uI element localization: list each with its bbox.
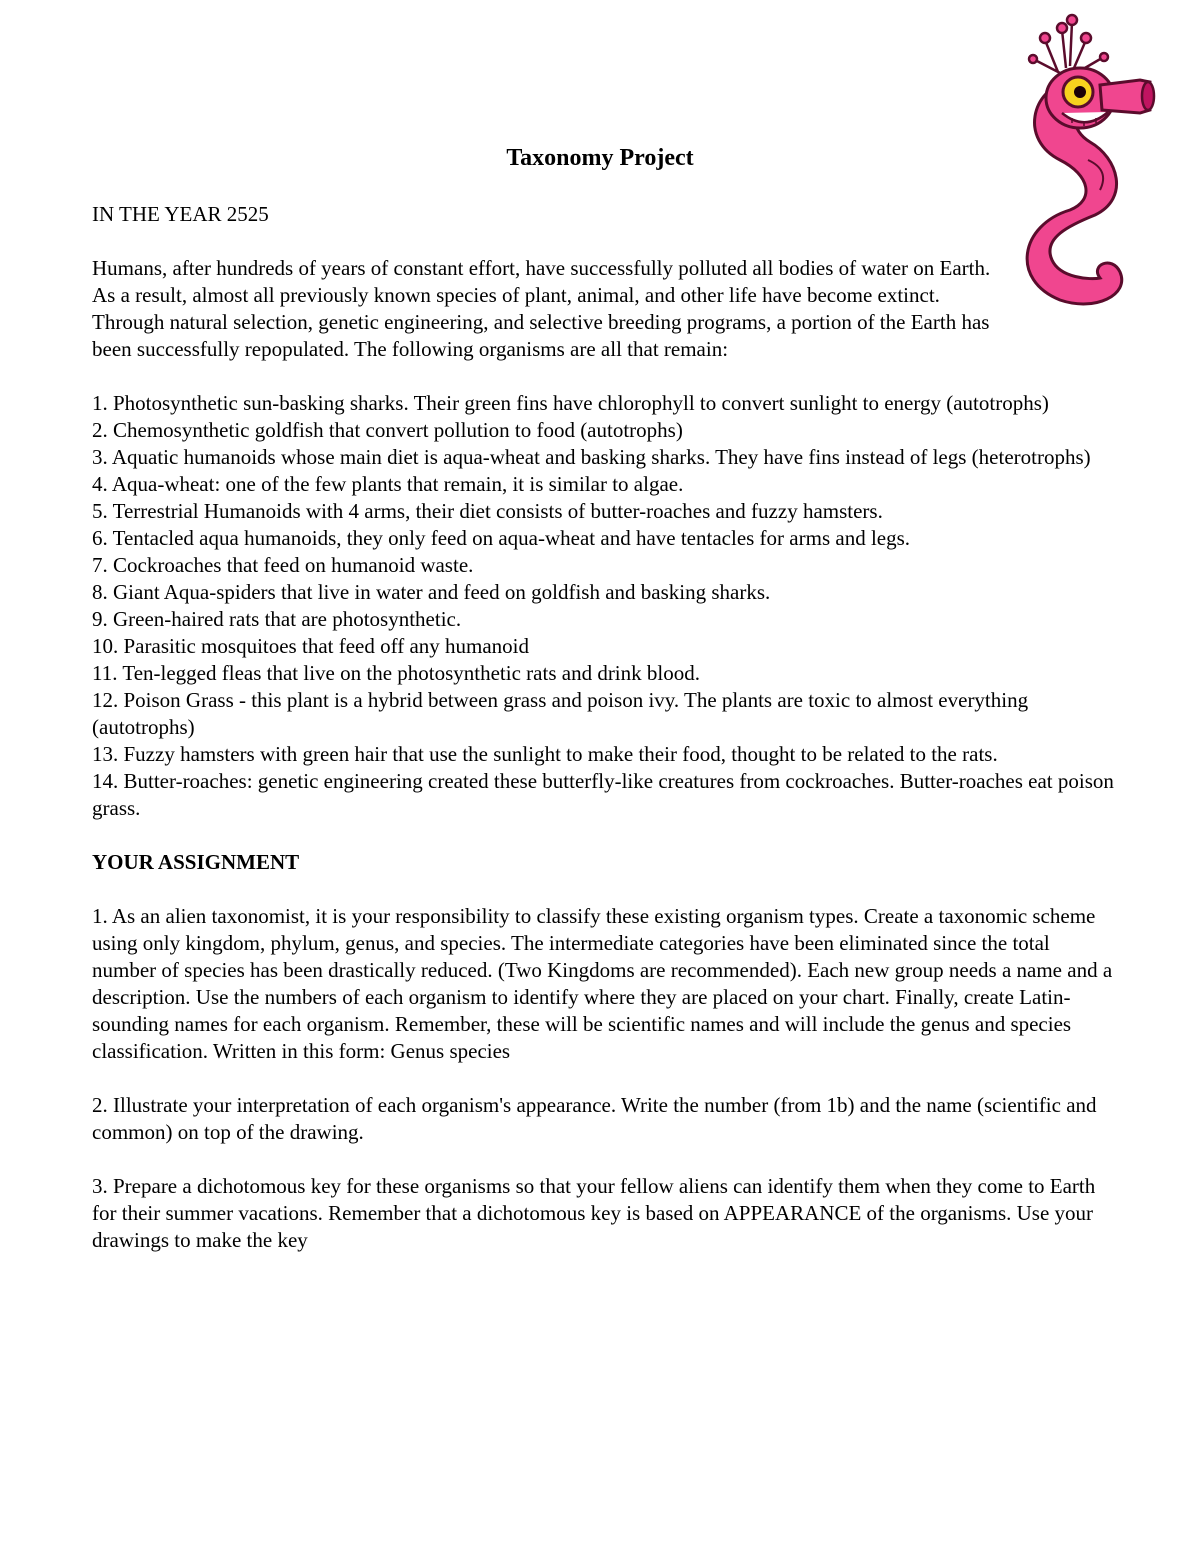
list-item: 6. Tentacled aqua humanoids, they only feed on aqua-wheat and have tentacles for arms and legs. (92, 526, 911, 550)
organism-list (92, 390, 1117, 822)
list-item: 14. Butter-roaches: genetic engineering created these butterfly-like creatures from cockroaches. Butter-roaches eat poison grass. (92, 769, 1114, 820)
list-item: 2. Chemosynthetic goldfish that convert pollution to food (autotrophs) (92, 418, 683, 442)
list-item: 8. Giant Aqua-spiders that live in water and feed on goldfish and basking sharks. (92, 580, 771, 604)
list-item: 10. Parasitic mosquitoes that feed off any humanoid (92, 634, 530, 658)
year-line: IN THE YEAR 2525 (92, 202, 269, 226)
list-item: 12. Poison Grass - this plant is a hybrid between grass and poison ivy. The plants are toxic to almost everything (autotrophs) (92, 688, 1029, 739)
assignment-item-3: 3. Prepare a dichotomous key for these organisms so that your fellow aliens can identify them when they come to Earth for their summer vacations. Remember that a dichotomous key is based on APPEARANCE of the organisms. Use your drawings to make the key (92, 1174, 1096, 1252)
assignment-heading: YOUR ASSIGNMENT (92, 850, 300, 874)
assignment-item-2: 2. Illustrate your interpretation of each organism's appearance. Write the number (from 1b) and the name (scientific and common) on top of the drawing. (92, 1093, 1097, 1144)
list-item: 3. Aquatic humanoids whose main diet is aqua-wheat and basking sharks. They have fins instead of legs (heterotrophs) (92, 445, 1091, 469)
list-item: 1. Photosynthetic sun-basking sharks. Their green fins have chlorophyll to convert sunlight to energy (autotrophs) (92, 391, 1049, 415)
list-item: 13. Fuzzy hamsters with green hair that use the sunlight to make their food, thought to be related to the rats. (92, 742, 998, 766)
document-title: Taxonomy Project (506, 145, 694, 171)
list-item: 7. Cockroaches that feed on humanoid waste. (92, 553, 474, 577)
list-item: 4. Aqua-wheat: one of the few plants that remain, it is similar to algae. (92, 472, 684, 496)
assignment-item-1: 1. As an alien taxonomist, it is your responsibility to classify these existing organism types. Create a taxonomic scheme using only kingdom, phylum, genus, and species. The intermediate categories have been eliminated since the total number of species has been drastically reduced. (Two Kingdoms are recommended). Each new group needs a name and a description. Use the numbers of each organism to identify where they are placed on your chart. Finally, create Latin-sounding names for each organism. Remember, these will be scientific names and will include the genus and species classification. Written in this form: Genus species (92, 904, 1113, 1063)
list-item: 5. Terrestrial Humanoids with 4 arms, their diet consists of butter-roaches and fuzzy hamsters. (92, 499, 883, 523)
list-item: 11. Ten-legged fleas that live on the photosynthetic rats and drink blood. (92, 661, 700, 685)
intro-paragraph: Humans, after hundreds of years of constant effort, have successfully polluted all bodies of water on Earth. As a result, almost all previously known species of plant, animal, and other life have become extinct. Through natural selection, genetic engineering, and selective breeding programs, a portion of the Earth has been successfully repopulated. The following organisms are all that remain: (92, 256, 991, 361)
list-item: 9. Green-haired rats that are photosynthetic. (92, 607, 462, 631)
document-body (92, 201, 1117, 1254)
